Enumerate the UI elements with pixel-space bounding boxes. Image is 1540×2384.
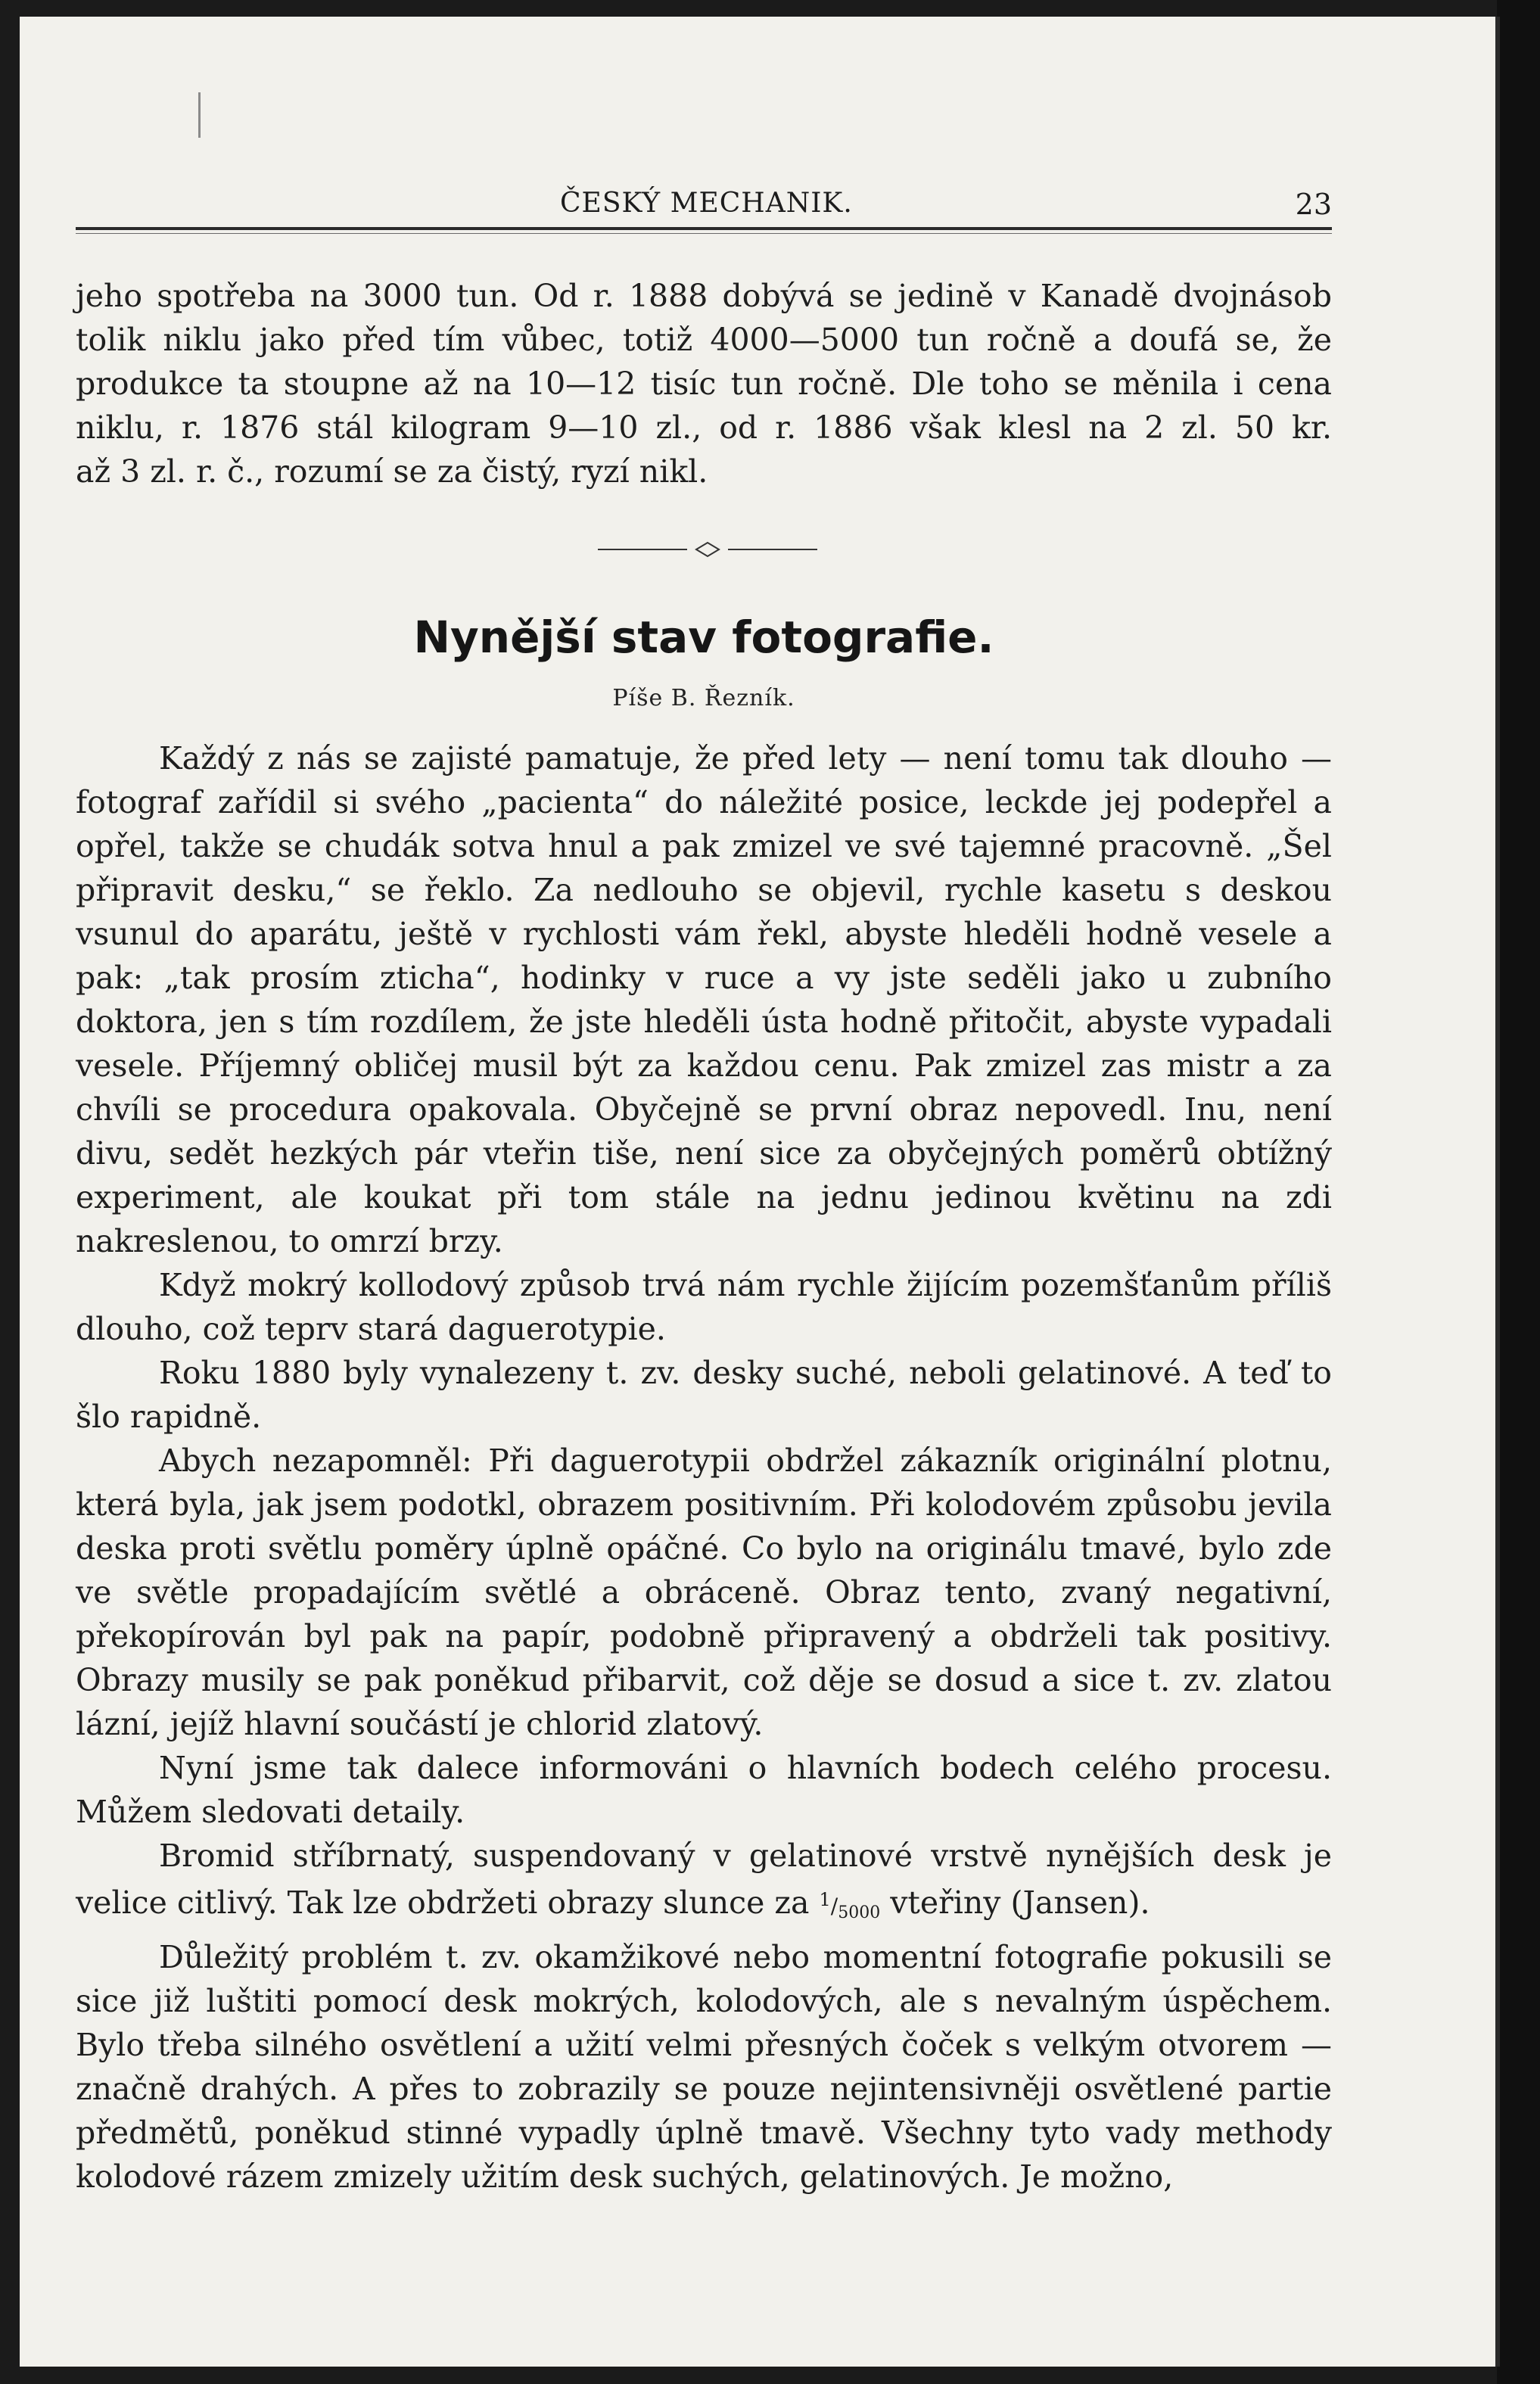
scan-edge-shadow bbox=[1497, 0, 1540, 2384]
fraction: $^1/_{5000}$ bbox=[819, 1889, 881, 1922]
fraction-numerator: 1 bbox=[819, 1889, 831, 1910]
paragraph-text: vteřiny (Jansen). bbox=[890, 1884, 1150, 1921]
intro-paragraph bbox=[76, 274, 1332, 493]
intro-line: niklu, r. 1876 stál kilogram 9—10 zl., od r. 1886 však klesl na 2 zl. 50 kr. bbox=[76, 409, 1332, 446]
paragraph-text: Bromid stříbrnatý, suspendovaný v gelatinové vrstvě nynějších desk je velice citlivý. Tak lze obdržeti obrazy slunce za bbox=[76, 1838, 1332, 1921]
intro-line: produkce ta stoupne až na 10—12 tisíc tun ročně. Dle toho se měnila i cena bbox=[76, 366, 1332, 402]
running-title: ČESKÝ MECHANIK. bbox=[560, 188, 853, 219]
body-paragraph: Nyní jsme tak dalece informováni o hlavních bodech celého procesu. Můžem sledovati detaily. bbox=[76, 1750, 1332, 1830]
body-paragraph: Důležitý problém t. zv. okamžikové nebo momentní fotografie pokusili se sice již luštiti pomocí desk mokrých, kolodových, ale s nevalným úspěchem. Bylo třeba silného osvětlení a užití velmi přesných čoček s velkým otvorem — značně drahých. A přes to zobrazily se pouze nejintensivněji osvětlené partie předmětů, poněkud stinné vypadly úplně tmavě. Všechny tyto vady methody kolodové rázem zmizely užitím desk suchých, gelatinových. Je možno, bbox=[76, 1939, 1332, 2195]
intro-line: tolik niklu jako před tím vůbec, totiž 4000—5000 tun ročně a doufá se, že bbox=[76, 322, 1332, 358]
body-paragraph: Roku 1880 byly vynalezeny t. zv. desky suché, neboli gelatinové. A teď to šlo rapidně. bbox=[76, 1355, 1332, 1435]
article-byline: Píše B. Řezník. bbox=[612, 685, 795, 711]
header-rule-thick bbox=[76, 227, 1332, 230]
page-header bbox=[76, 188, 1332, 226]
intro-line: jeho spotřeba na 3000 tun. Od r. 1888 dobývá se jedině v Kanadě dvojnásob bbox=[76, 278, 1332, 314]
body-paragraph: Když mokrý kollodový způsob trvá nám rychle žijícím pozemšťanům příliš dlouho, což teprv stará daguerotypie. bbox=[76, 1267, 1332, 1347]
page-number: 23 bbox=[1295, 188, 1332, 221]
margin-pencil-mark bbox=[198, 92, 201, 138]
section-divider-ornament bbox=[598, 540, 817, 559]
fraction-denominator: 5000 bbox=[838, 1903, 881, 1922]
header-rule-thin bbox=[76, 233, 1332, 234]
article-title: Nynější stav fotografie. bbox=[413, 612, 994, 663]
body-paragraph: Abych nezapomněl: Při daguerotypii obdržel zákazník originální plotnu, která byla, jak jsem podotkl, obrazem positivním. Při kolodovém způsobu jevila deska proti světlu poměry úplně opáčné. Co bylo na originálu tmavé, bylo zde ve světle propadajícím světlé a obráceně. Obraz tento, zvaný negativní, překopírován byl pak na papír, podobně připravený a obdrželi tak positivy. Obrazy musily se pak poněkud přibarvit, což děje se dosud a sice t. zv. zlatou lázní, jejíž hlavní součástí je chlorid zlatový. bbox=[76, 1443, 1332, 1742]
body-paragraph-with-fraction bbox=[76, 1834, 1332, 1935]
intro-line: až 3 zl. r. č., rozumí se za čistý, ryzí nikl. bbox=[76, 453, 708, 490]
article-body bbox=[76, 736, 1332, 2199]
body-paragraph: Každý z nás se zajisté pamatuje, že před lety — není tomu tak dlouho — fotograf zařídil si svého „pacienta“ do náležité posice, leckde jej podepřel a opřel, takže se chudák sotva hnul a pak zmizel ve své tajemné pracovně. „Šel připravit desku,“ se řeklo. Za nedlouho se objevil, rychle kasetu s deskou vsunul do aparátu, ještě v rychlosti vám řekl, abyste hleděli hodně vesele a pak: „tak prosím zticha“, hodinky v ruce a vy jste seděli jako u zubního doktora, jen s tím rozdílem, že jste hleděli ústa hodně přitočit, abyste vypadali vesele. Příjemný obličej musil být za každou cenu. Pak zmizel zas mistr a za chvíli se procedura opakovala. Obyčejně se první obraz nepovedl. Inu, není divu, sedět hezkých pár vteřin tiše, není sice za obyčejných poměrů obtížný experiment, ale koukat při tom stále na jednu jedinou květinu na zdi nakreslenou, to omrzí brzy. bbox=[76, 740, 1332, 1259]
